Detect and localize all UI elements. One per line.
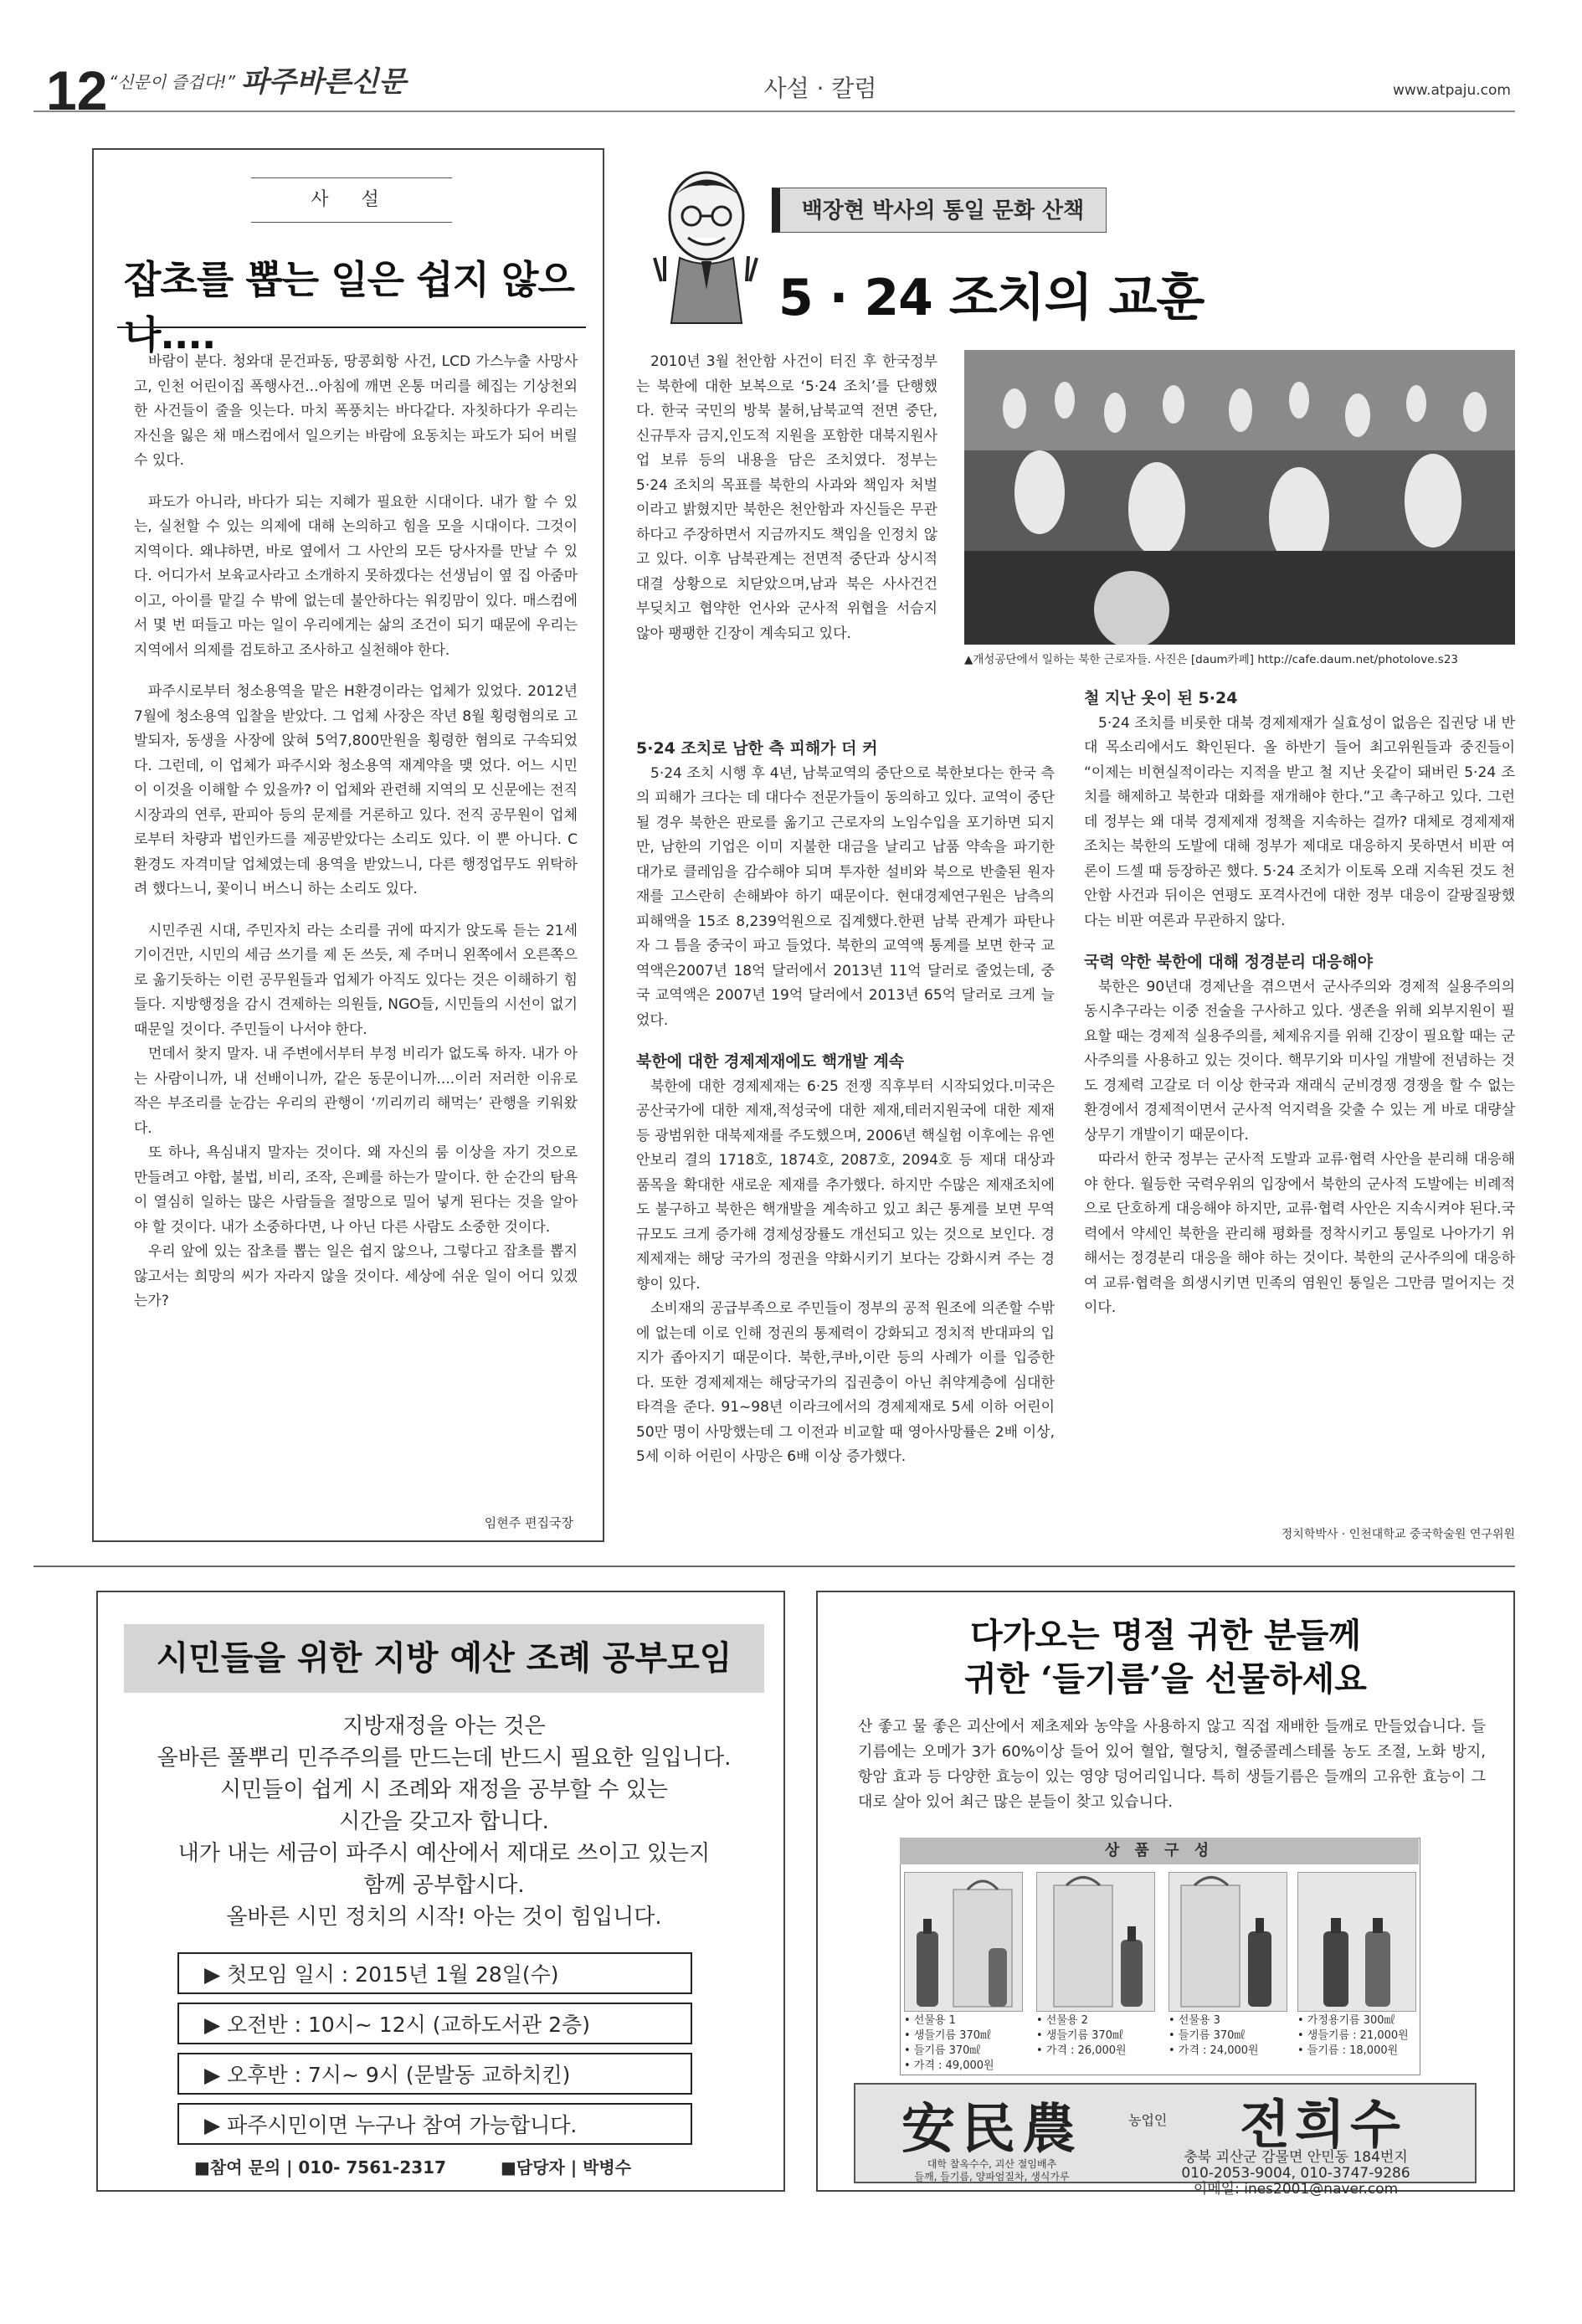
farm-brand-logo: 安民農 bbox=[901, 2098, 1082, 2161]
perilla-oil-title-line: 다가오는 명절 귀한 분들께 bbox=[970, 1616, 1361, 1655]
product-price: • 가격 : 24,000원 bbox=[1169, 2044, 1259, 2057]
farm-contact bbox=[1128, 2150, 1463, 2198]
factory-workers-photo bbox=[964, 350, 1515, 645]
product-price: • 들기름 : 18,000원 bbox=[1297, 2044, 1399, 2057]
product-heading: 상 품 구 성 bbox=[900, 1838, 1419, 1864]
editorial-paragraph: 시민주권 시대, 주민자치 라는 소리를 귀에 따지가 앉도록 듣는 21세기이건만, 시민의 세금 쓰기를 제 돈 쓰듯, 제 주머니 왼쪽에서 오른쪽으로 옮기듯하는 이런 공무원들과 업체가 아직도 있다는 것은 이해하기 힘들다. 지방행정을 감시 견제하는 의원들, NGO들, 시민들의 시선이 없기 때문일 것이다. 주민들이 나서야 한다. bbox=[134, 922, 578, 1038]
farm-brand-products-line: 들깨, 들기름, 양파엄질차, 생식가루 bbox=[914, 2171, 1070, 2183]
product-line: • 들기름 370㎖ bbox=[904, 2044, 981, 2057]
column-right-block bbox=[1084, 686, 1515, 1321]
paper-url[interactable]: www.atpaju.com bbox=[1392, 82, 1511, 99]
header-divider bbox=[33, 111, 1515, 112]
column-subheading: 북한에 대한 경제제재에도 핵개발 계속 bbox=[636, 1052, 905, 1071]
editorial-paragraph: 우리 앞에 있는 잡초를 뽑는 일은 쉽지 않으나, 그렇다고 잡초를 뽑지 않고서는 희망의 씨가 자라지 않을 것이다. 세상에 쉬운 일이 어디 있겠는가? bbox=[134, 1243, 578, 1309]
perilla-oil-body: 산 좋고 물 좋은 괴산에서 제초제와 농약을 사용하지 않고 직접 재배한 들깨로 만들었습니다. 들기름에는 오메가 3가 60%이상 들어 있어 혈압, 혈당치, 혈중콜레스테롤 농도 조절, 노화 방지, 항암 효과 등 다양한 효능이 있는 영양 덩어리입니다. 특히 생들기름은 들깨의 고유한 효능이 그대로 살아 있어 최근 많은 분들이 찾고 있습니다. bbox=[858, 1718, 1486, 1811]
study-group-line: 함께 공부합시다. bbox=[363, 1873, 525, 1898]
product-price: • 가격 : 26,000원 bbox=[1036, 2044, 1127, 2057]
study-group-line: 시민들이 쉽게 시 조례와 재정을 공부할 수 있는 bbox=[219, 1777, 669, 1802]
column-subheading: 5·24 조치로 남한 측 피해가 더 커 bbox=[636, 739, 878, 758]
study-group-morning: ▶ 오전반 : 10시~ 12시 (교하도서관 2층) bbox=[177, 2003, 692, 2044]
paper-slogan: “신문이 즐겁다!” bbox=[109, 72, 236, 92]
study-group-title: 시민들을 위한 지방 예산 조례 공부모임 bbox=[124, 1624, 764, 1693]
product-name: • 선물용 1 bbox=[904, 2014, 956, 2027]
study-group-line: 시간을 갖고자 합니다. bbox=[339, 1809, 549, 1834]
farmer-name: 전희수 bbox=[1240, 2094, 1405, 2155]
study-group-line: 지방재정을 아는 것은 bbox=[342, 1714, 546, 1739]
farm-brand-products-line: 대학 찰옥수수, 괴산 절임배추 bbox=[927, 2158, 1057, 2170]
section-title: 사설 · 칼럼 bbox=[763, 75, 877, 102]
study-group-line: 올바른 풀뿌리 민주주의를 만드는데 반드시 필요한 일입니다. bbox=[157, 1746, 732, 1771]
ad-section-divider bbox=[33, 1566, 1515, 1567]
product-name: • 가정용기름 300㎖ bbox=[1297, 2014, 1395, 2027]
column-paragraph: 5·24 조치를 비롯한 대북 경제제재가 실효성이 없음은 집권당 내 반대 목소리에서도 확인된다. 올 하반기 들어 최고위원들과 중진들이 “이제는 비현실적이라는 지적을 받고 철 지난 옷같이 돼버린 5·24 조치를 해제하고 북한과 대화를 재개해야 한다.”고 촉구하고 있다. 그런데 정부는 왜 대북 경제제재 정책을 지속하는 걸까? 대체로 경제제재 조치는 북한의 도발에 대해 정부가 제대로 대응하지 못하면서 비판 여론이 드셀 때 등장하곤 했다. 5·24 조치가 이토록 오래 지속된 것도 천안함 사건과 뒤이은 연평도 포격사건에 대한 정부 대응이 갈팡질팡했다는 비판 여론과 무관하지 않다. bbox=[1084, 714, 1515, 929]
gift-set-1-image bbox=[904, 1872, 1023, 2012]
study-group-manager: ■담당자 | 박병수 bbox=[501, 2157, 632, 2177]
page-number: 12 bbox=[46, 59, 108, 121]
home-use-oil-image bbox=[1297, 1872, 1416, 2012]
product-price: • 생들기름 : 21,000원 bbox=[1297, 2029, 1409, 2042]
farm-brand-products bbox=[862, 2158, 1122, 2183]
editorial-paragraph: 파주시로부터 청소용역을 맡은 H환경이라는 업체가 있었다. 2012년 7월에 청소용역 입찰을 받았다. 그 업체 사장은 작년 8월 횡령혐의로 고발되자, 동생을 사장에 앉혀 5억7,800만원을 횡령한 혐의로 구속되었다. 그런데, 이 업체가 파주시와 청소용역 재계약을 맺 었다. 어느 시민이 이것을 이해할 수 있을까? 이 업체와 관련해 지역의 모 신문에는 전직 시장과의 연루, 판피아 등의 문제를 거론하고 있다. 전직 공무원이 업체로부터 차량과 법인카드를 제공받았다는 소리도 있다. 이 뿐 아니다. C환경도 자격미달 업체였는데 용역을 받았느니, 다른 행정업무도 위탁하려 했다느니, 꽃이니 버스니 하는 소리도 있다. bbox=[134, 683, 578, 897]
study-group-body bbox=[124, 1710, 764, 1933]
study-group-line: 내가 내는 세금이 파주시 예산에서 제대로 쓰이고 있는지 bbox=[177, 1841, 711, 1866]
column-author: 정치학박사 · 인천대학교 중국학술원 연구위원 bbox=[1281, 1528, 1515, 1541]
perilla-oil-title bbox=[829, 1614, 1502, 1701]
farm-address: 충북 괴산군 감물면 안민동 184번지 bbox=[1184, 2149, 1408, 2166]
product-price: • 가격 : 49,000원 bbox=[904, 2059, 994, 2072]
editorial-title-rule bbox=[117, 326, 586, 328]
editorial-paragraph: 바람이 분다. 청와대 문건파동, 땅콩회항 사건, LCD 가스누출 사망사고, 인천 어린이집 폭행사건...아침에 깨면 온통 머리를 헤집는 기상천외한 사건들이 줄을 잇는다. 마치 폭풍치는 바다같다. 자칫하다가 우리는 자신을 잃은 채 매스컴에서 일으키는 바람에 요동치는 파도가 되어 버릴 수 있다. bbox=[134, 353, 578, 469]
gift-set-2-image bbox=[1036, 1872, 1155, 2012]
column-paragraph: 북한은 90년대 경제난을 겪으면서 군사주의와 경제적 실용주의의 동시추구라는 이중 전술을 구사하고 있다. 생존을 위해 외부지원이 필요할 때는 경제적 실용주의를, 체제유지를 위해 긴장이 필요할 때는 군사주의를 사용하고 있는 것이다. 핵무기와 미사일 개발에 전념하는 것도 경제력 고갈로 더 이상 한국과 재래식 군비경쟁 경쟁을 할 수 없는 환경에서 경제적이면서 군사적 억지력을 갖출 수 있는 게 바로 대량살상무기 개발이기 때문이다. bbox=[1084, 978, 1515, 1144]
editorial-paragraph: 파도가 아니라, 바다가 되는 지혜가 필요한 시대이다. 내가 할 수 있는, 실천할 수 있는 의제에 대해 논의하고 힘을 모을 시대이다. 그것이 지역이다. 왜냐하면, 바로 옆에서 그 사안의 모든 당사자를 만날 수 있다. 어디가서 보육교사라고 소개하지 못하겠다는 선생님이 옆 집 아줌마이고, 아이를 맡길 수 밖에 없는데 불안하다는 워킹맘이 있다. 매스컴에서 몇 번 떠들고 마는 일이 우리에게는 삶의 조건이 되기 때문에 우리는 지역에서 의제를 검토하고 조사하고 실천해야 한다. bbox=[134, 493, 578, 659]
study-group-eligibility: ▶ 파주시민이면 누구나 참여 가능합니다. bbox=[177, 2103, 692, 2145]
product-line: • 생들기름 370㎖ bbox=[1036, 2029, 1123, 2042]
column-intro-block bbox=[636, 350, 937, 646]
product-info bbox=[1297, 2013, 1423, 2059]
product-info bbox=[1169, 2013, 1294, 2059]
study-group-date: ▶ 첫모임 일시 : 2015년 1월 28일(수) bbox=[177, 1952, 692, 1994]
farm-email[interactable]: 이메일: ines2001@naver.com bbox=[1193, 2181, 1399, 2198]
editorial-label: 사 설 bbox=[251, 177, 452, 223]
farm-phone: 010-2053-9004, 010-3747-9286 bbox=[1181, 2165, 1410, 2182]
study-group-evening: ▶ 오후반 : 7시~ 9시 (문발동 교하치킨) bbox=[177, 2053, 692, 2095]
column-subheading: 철 지난 옷이 된 5·24 bbox=[1084, 689, 1238, 707]
column-paragraph: 5·24 조치 시행 후 4년, 남북교역의 중단으로 북한보다는 한국 측의 피해가 크다는 데 대다수 전문가들이 동의하고 있다. 교역이 중단될 경우 북한은 판로를 옮기고 근로자의 노임수입을 포기하면 되지만, 남한의 기업은 이미 지불한 대금을 날리고 납품 약속을 파기한 대가로 클레임을 감수해야 되며 투자한 설비와 북으로 반출된 원자재를 고스란히 손해봐야 하기 때문이다. 현대경제연구원은 남측의 피해액을 15조 8,239억원으로 집계했다.한편 남북 관계가 파탄나자 그 틈을 중국이 파고 들었다. 북한의 교역액 통계를 보면 한국 교역액은2007년 18억 달러에서 2013년 11억 달러로 줄었는데, 중국 교역액은 2007년 19억 달러에서 2013년 65억 달러로 크게 늘었다. bbox=[636, 764, 1055, 1029]
study-group-contact: ■참여 문의 | 010- 7561-2317 bbox=[194, 2157, 447, 2177]
product-name: • 선물용 2 bbox=[1036, 2014, 1088, 2027]
editorial-paragraph: 또 하나, 욕심내지 말자는 것이다. 왜 자신의 룸 이상을 자기 것으로 만들려고 야합, 불법, 비리, 조작, 은폐를 하는가 말이다. 한 순간의 탐욕이 열심히 일하는 많은 사람들을 절망으로 밀어 넣게 된다는 것을 알아야 할 것이다. 내가 소중하다면, 나 아닌 다른 사람도 소중한 것이다. bbox=[134, 1144, 578, 1236]
column-series-label: 백장현 박사의 통일 문화 산책 bbox=[772, 188, 1107, 233]
column-intro: 2010년 3월 천안함 사건이 터진 후 한국정부는 북한에 대한 보복으로 ‘5·24 조치’를 단행했다. 한국 국민의 방북 불허,남북교역 전면 중단,신규투자 금지,인도적 지원을 포함한 대북지원사업 보류 등의 내용을 담은 조치였다. 정부는 5·24 조치의 목표를 북한의 사과와 책임자 처벌이라고 밝혔지만 북한은 천안함과 자신들은 무관하다고 주장하면서 지금까지도 책임을 인정치 않고 있다. 이후 남북관계는 전면적 중단과 상시적 대결 상황으로 치닫았으며,남과 북은 사사건건 부딪치고 협약한 언사와 군사적 위협을 서슴지 않아 팽팽한 긴장이 계속되고 있다. bbox=[636, 353, 937, 642]
editorial-author: 임현주 편집국장 bbox=[484, 1515, 573, 1530]
column-paragraph: 북한에 대한 경제제재는 6·25 전쟁 직후부터 시작되었다.미국은 공산국가에 대한 제재,적성국에 대한 제재,테러지원국에 대한 제재 등 광범위한 대북제재를 주도했으며, 2006년 핵실험 이후에는 유엔안보리 결의 1718호, 1874호, 2087호, 2094호 등 제대 대상과 품목을 확대한 새로운 제재를 추가했다. 하지만 수많은 제재조치에도 불구하고 북한은 핵개발을 계속하고 있고 최근 통계를 보면 무역 규모도 크게 증가해 경제성장률도 개선되고 있는 것으로 보인다. 경제제재는 해당 국가의 정권을 약화시키기 보다는 강화시켜 주는 경향이 있다. bbox=[636, 1077, 1055, 1293]
product-name: • 선물용 3 bbox=[1169, 2014, 1220, 2027]
gift-set-3-image bbox=[1169, 1872, 1287, 2012]
product-info bbox=[1036, 2013, 1162, 2059]
product-info bbox=[904, 2013, 1030, 2074]
column-paragraph: 소비재의 공급부족으로 주민들이 정부의 공적 원조에 의존할 수밖에 없는데 이로 인해 정권의 통제력이 강화되고 정치적 반대파의 입지가 좁아지기 때문이다. 북한,쿠바,이란 등의 사례가 이를 입증한다. 또한 경제제재는 해당국가의 집권층이 아닌 취약계층에 심대한 타격을 준다. 91~98년 이라크에서의 경제제재로 5세 이하 어린이 50만 명이 사망했는데 그 이전과 비교할 때 영아사망률은 2배 이상, 5세 이하 어린이 사망은 6배 이상 증가했다. bbox=[636, 1300, 1055, 1465]
product-line: • 생들기름 370㎖ bbox=[904, 2029, 991, 2042]
editorial-title: 잡초를 뽑는 일은 쉽지 않으나.... bbox=[124, 257, 574, 357]
farmer-role: 농업인 bbox=[1128, 2112, 1168, 2128]
paper-name: 파주바른신문 bbox=[241, 65, 407, 99]
columnist-caricature bbox=[646, 164, 768, 332]
column-paragraph: 따라서 한국 정부는 군사적 도발과 교류·협력 사안을 분리해 대응해야 한다. 월등한 국력우위의 입장에서 북한의 군사적 도발에는 비례적으로 단호하게 대응해야 하지만, 교류·협력 사안은 지속시켜야 된다.국력에서 약세인 북한을 관리해 평화를 정착시키고 통일로 나아가기 위해서는 정경분리 대응을 해야 하는 것이다. 북한의 군사주의에 대응하여 교류·협력을 희생시키면 민족의 염원인 통일은 그만큼 멀어지는 것이다. bbox=[1084, 1151, 1515, 1316]
column-subheading: 국력 약한 북한에 대해 정경분리 대응해야 bbox=[1084, 953, 1374, 971]
column-left-block bbox=[636, 737, 1055, 1470]
study-group-line: 올바른 시민 정치의 시작! 아는 것이 힘입니다. bbox=[226, 1905, 662, 1930]
photo-caption: ▲개성공단에서 일하는 북한 근로자들. 사진은 [daum카페] http://cafe.daum.net/photolove.s23 bbox=[964, 653, 1459, 666]
product-line: • 들기름 370㎖ bbox=[1169, 2029, 1246, 2042]
editorial-paragraph: 먼데서 찾지 말자. 내 주변에서부터 부정 비리가 없도록 하자. 내가 아는 사람이니까, 내 선배이니까, 같은 동문이니까....이러 저러한 이유로 작은 부조리를 눈감는 우리의 관행이 ‘끼리끼리 해먹는’ 관행을 키워왔다. bbox=[134, 1046, 578, 1137]
perilla-oil-title-line: 귀한 ‘들기름’을 선물하세요 bbox=[964, 1659, 1367, 1699]
column-title: 5 · 24 조치의 교훈 bbox=[778, 269, 1204, 327]
editorial-body bbox=[134, 350, 578, 1314]
